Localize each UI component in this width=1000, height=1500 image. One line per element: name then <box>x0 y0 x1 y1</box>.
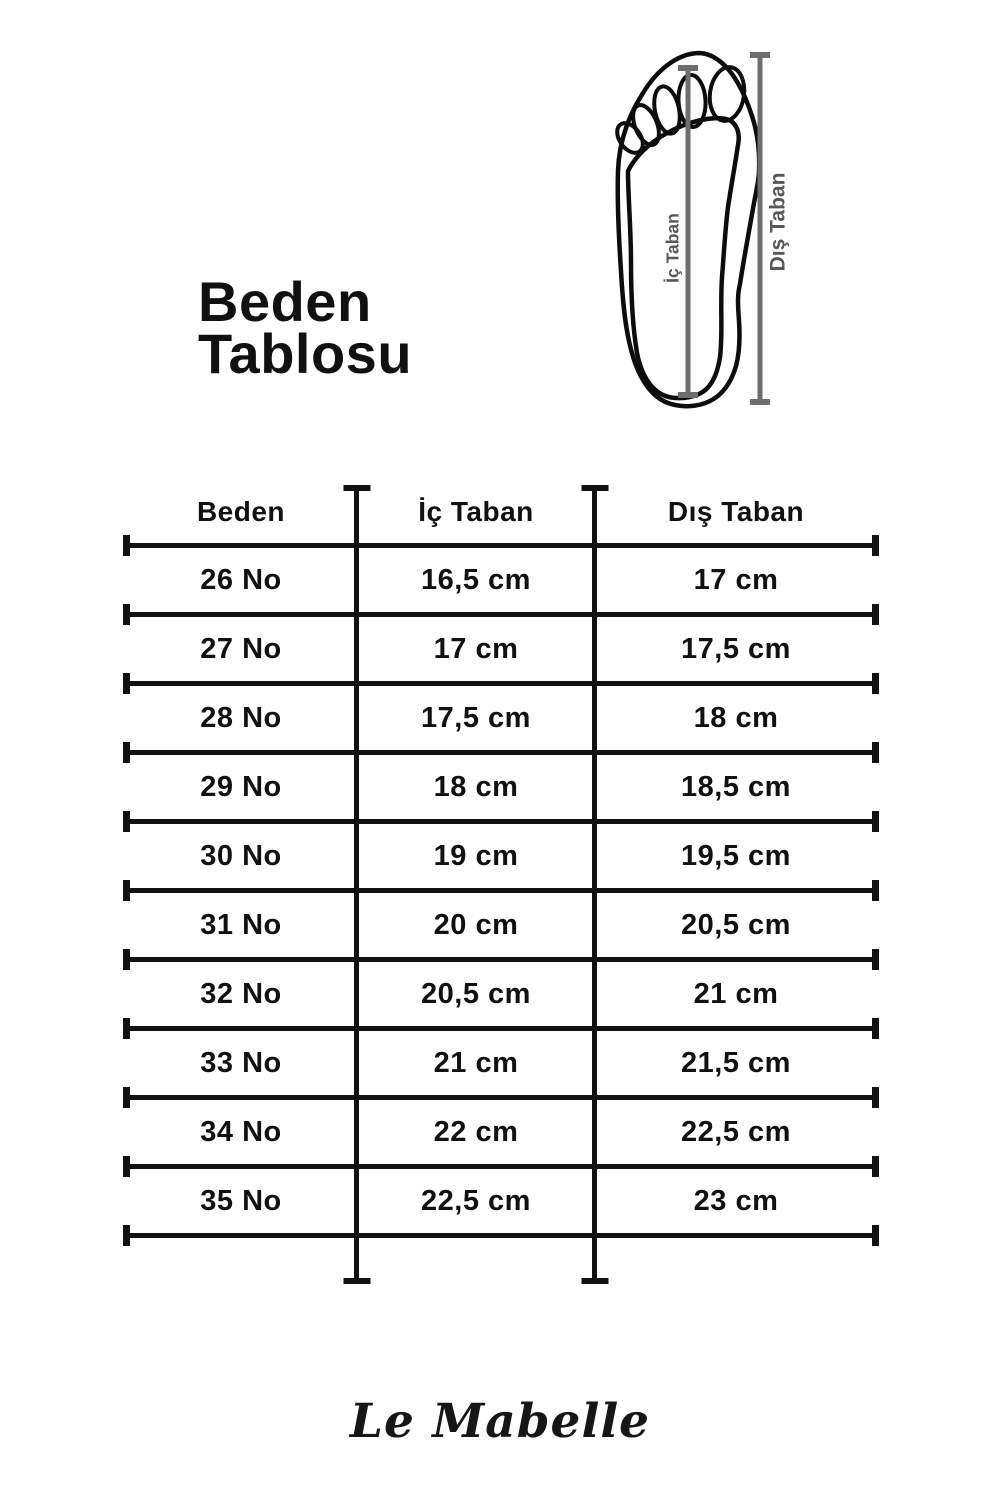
cell-outer-sole: 21,5 cm <box>681 1047 791 1079</box>
table-row <box>125 822 877 891</box>
cell-inner-sole: 16,5 cm <box>421 564 531 596</box>
table-row <box>125 684 877 753</box>
header-outer-sole: Dış Taban <box>667 496 805 527</box>
cell-outer-sole: 18,5 cm <box>681 771 791 803</box>
table-row <box>125 1167 877 1236</box>
cell-outer-sole: 20,5 cm <box>681 909 791 941</box>
outer-sole-label: Dış Taban <box>766 172 790 272</box>
table-row <box>125 960 877 1029</box>
cell-inner-sole: 20 cm <box>433 909 519 941</box>
table-row <box>125 615 877 684</box>
size-table <box>125 481 877 1291</box>
page-title-line-2: Tablosu <box>198 322 413 385</box>
table-row <box>125 546 877 615</box>
header-size: Beden <box>196 496 286 527</box>
cell-inner-sole: 19 cm <box>433 840 519 872</box>
cell-size: 26 No <box>200 564 282 596</box>
cell-size: 34 No <box>200 1116 282 1148</box>
table-row <box>125 891 877 960</box>
cell-inner-sole: 17 cm <box>433 633 519 665</box>
cell-outer-sole: 18 cm <box>693 702 779 734</box>
cell-size: 33 No <box>200 1047 282 1079</box>
cell-inner-sole: 22,5 cm <box>421 1185 531 1217</box>
cell-size: 27 No <box>200 633 282 665</box>
cell-size: 35 No <box>200 1185 282 1217</box>
cell-outer-sole: 23 cm <box>693 1185 779 1217</box>
cell-inner-sole: 21 cm <box>433 1047 519 1079</box>
cell-inner-sole: 22 cm <box>433 1116 519 1148</box>
cell-inner-sole: 17,5 cm <box>421 702 531 734</box>
cell-outer-sole: 19,5 cm <box>681 840 791 872</box>
cell-size: 30 No <box>200 840 282 872</box>
cell-outer-sole: 17 cm <box>693 564 779 596</box>
cell-size: 28 No <box>200 702 282 734</box>
table-header-row <box>125 481 877 543</box>
table-row <box>125 1029 877 1098</box>
cell-size: 32 No <box>200 978 282 1010</box>
brand-logo: Le Mabelle <box>349 1394 651 1449</box>
inner-sole-label: İç Taban <box>662 213 683 283</box>
cell-size: 31 No <box>200 909 282 941</box>
cell-outer-sole: 22,5 cm <box>681 1116 791 1148</box>
foot-outline <box>628 118 739 398</box>
cell-inner-sole: 20,5 cm <box>421 978 531 1010</box>
table-row <box>125 1098 877 1167</box>
foot-measurement-diagram <box>595 35 805 415</box>
header-inner-sole: İç Taban <box>418 496 534 527</box>
cell-outer-sole: 17,5 cm <box>681 633 791 665</box>
cell-outer-sole: 21 cm <box>693 978 779 1010</box>
cell-inner-sole: 18 cm <box>433 771 519 803</box>
page-title-line-1: Beden <box>198 270 372 333</box>
table-row <box>125 753 877 822</box>
cell-size: 29 No <box>200 771 282 803</box>
page-title <box>198 270 413 385</box>
